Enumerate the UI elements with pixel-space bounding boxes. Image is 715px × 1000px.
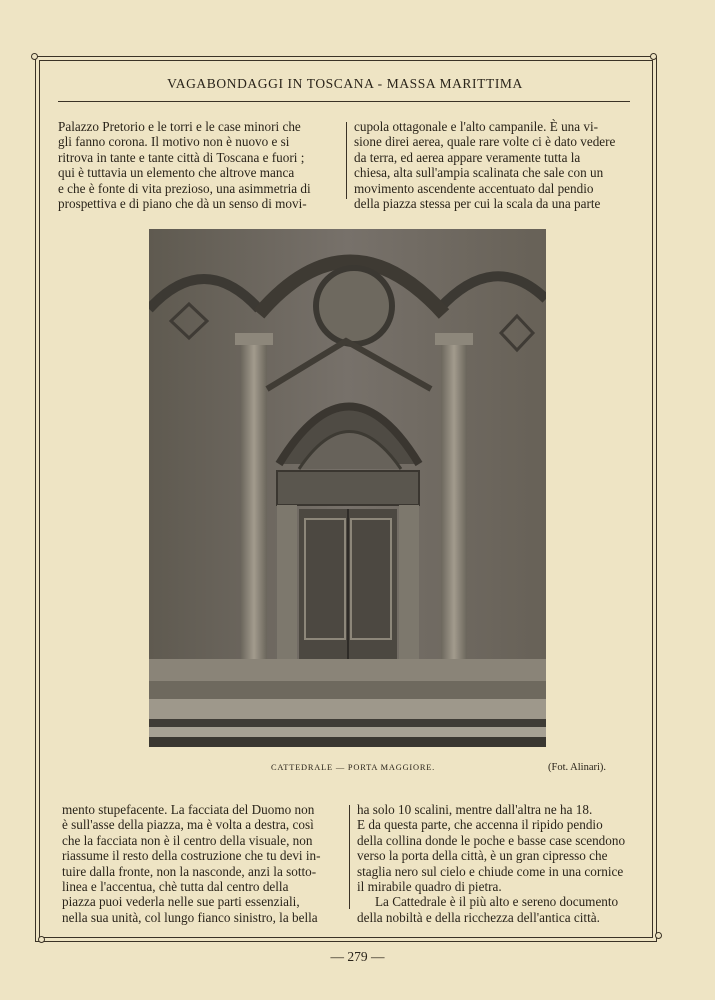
text-line: da terra, ed aerea appare veramente tutta la (354, 149, 581, 165)
text-line: verso la porta della città, è un gran cipresso che (357, 848, 608, 864)
text-line: della collina donde le poche e basse case scendono (357, 832, 626, 848)
text-line: riassume il resto della costruzione che tu devi in- (62, 848, 321, 864)
text-line: movimento ascendente accentuato dal pendio (354, 180, 594, 196)
text-line: nella sua unità, col lungo fianco sinistro, la bella (62, 909, 318, 925)
top-right-column (354, 119, 632, 211)
corner-ornament (650, 53, 657, 60)
text-line: ritrova in tante e tante città di Toscana e fuori ; (58, 149, 305, 165)
text-line: il mirabile quadro di pietra. (357, 879, 502, 895)
running-head: VAGABONDAGGI IN TOSCANA - MASSA MARITTIMA (167, 76, 523, 91)
header-rule (58, 101, 630, 102)
bottom-left-column (62, 802, 341, 925)
text-line: tuire dalla fronte, non la nasconde, anzi la sotto- (62, 863, 317, 879)
page-number: — 279 — (330, 949, 385, 964)
text-line: ha solo 10 scalini, mentre dall'altra ne ha 18. (357, 802, 593, 817)
bottom-right-column (357, 802, 636, 925)
text-line: e che è fonte di vita prezioso, una asimmetria di (58, 180, 311, 196)
text-line: che la facciata non è il centro della visuale, non (62, 832, 313, 848)
text-line: Palazzo Pretorio e le torri e le case minori che (58, 119, 301, 134)
text-line: linea e l'accentua, chè tutta dal centro della (62, 879, 289, 895)
text-line: piazza puoi vederla nelle sue parti essenziali, (62, 894, 300, 910)
text-line: staglia nero sul cielo e chiude come in una cornice (357, 863, 624, 879)
corner-ornament (655, 932, 662, 939)
portal-illustration (149, 229, 546, 747)
cathedral-portal-photo (149, 229, 546, 747)
top-left-column (58, 119, 339, 211)
text-line: prospettiva e di piano che dà un senso di movi- (58, 196, 307, 212)
text-line: La Cattedrale è il più alto e sereno documento (375, 894, 619, 910)
corner-ornament (38, 936, 45, 943)
text-line: gli fanno corona. Il motivo non è nuovo e si (58, 134, 290, 150)
text-line: della piazza stessa per cui la scala da una parte (354, 196, 601, 212)
photo-credit: (Fot. Alinari). (548, 762, 607, 773)
column-divider (349, 805, 350, 909)
text-line: mento stupefacente. La facciata del Duomo non (62, 802, 315, 817)
corner-ornament (31, 53, 38, 60)
text-line: della nobiltà e della ricchezza dell'antica città. (357, 909, 600, 925)
text-line: qui è tuttavia un elemento che altrove manca (58, 165, 295, 181)
column-divider (346, 122, 347, 199)
figure-caption: CATTEDRALE — PORTA MAGGIORE. (271, 763, 436, 772)
text-line: è sull'asse della piazza, ma è volta a destra, così (62, 817, 314, 833)
text-line: sione direi aerea, quale rare volte ci è dato vedere (354, 134, 616, 150)
text-line: chiesa, alta sull'ampia scalinata che sale con un (354, 165, 604, 181)
text-line: E da questa parte, che accenna il ripido pendio (357, 817, 603, 833)
text-line: cupola ottagonale e l'alto campanile. È una vi- (354, 119, 599, 134)
